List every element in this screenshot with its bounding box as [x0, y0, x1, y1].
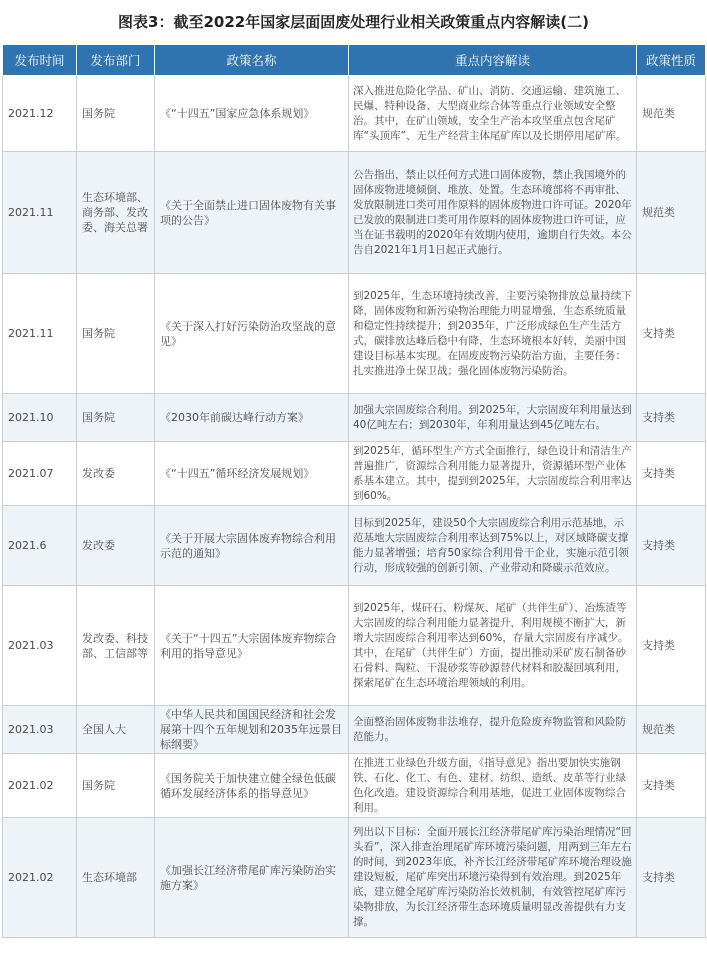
cell-content: 到2025年，煤矸石、粉煤灰、尾矿（共伴生矿）、冶炼渣等大宗固废的综合利用能力显著提升，利用规模不断扩大，新增大宗固废综合利用率达到60%，存量大宗固废有序减少。其中，在尾矿（共伴生矿）方面，提出推动采矿废石制备砂石骨料、陶粒、干混砂浆等砂源替代材料和胶凝回填利用，探索尾矿在生态环境治理领域的利用。: [349, 586, 637, 706]
cell-date: 2021.10: [3, 394, 77, 442]
header-type: 政策性质: [637, 45, 706, 76]
cell-type: 支持类: [637, 818, 706, 938]
cell-date: 2021.11: [3, 274, 77, 394]
cell-name: 《关于“十四五”大宗固体废弃物综合利用的指导意见》: [155, 586, 349, 706]
cell-type: 规范类: [637, 152, 706, 274]
policy-table: [2, 44, 706, 938]
cell-dept: 国务院: [77, 274, 155, 394]
cell-name: 《“十四五”国家应急体系规划》: [155, 76, 349, 152]
cell-content: 在推进工业绿色升级方面，《指导意见》指出要加快实施钢铁、石化、化工、有色、建材、纺织、造纸、皮革等行业绿色化改造。建设资源综合利用基地，促进工业固体废物综合利用。: [349, 754, 637, 818]
table-row: [3, 506, 706, 586]
cell-date: 2021.12: [3, 76, 77, 152]
cell-content: 到2025年，生态环境持续改善，主要污染物排放总量持续下降，固体废物和新污染物治理能力明显增强，生态系统质量和稳定性持续提升；到2035年，广泛形成绿色生产生活方式，碳排放达峰后稳中有降，生态环境根本好转，美丽中国建设目标基本实现。在固废废物污染防治方面，主要任务：扎实推进净土保卫战；强化固体废物污染防治。: [349, 274, 637, 394]
cell-content: 列出以下目标：全面开展长江经济带尾矿库污染治理情况“回头看”，深入排查治理尾矿库环境污染问题，用两到三年左右的时间，到2023年底，补齐长江经济带尾矿库环境治理设施建设短板，尾矿库突出环境污染得到有效治理。到2025年底，建立健全尾矿库污染防治长效机制，有效管控尾矿库污染物排放，为长江经济带生态环境质量明显改善提供有力支撑。: [349, 818, 637, 938]
cell-date: 2021.07: [3, 442, 77, 506]
header-dept: 发布部门: [77, 45, 155, 76]
cell-dept: 国务院: [77, 76, 155, 152]
cell-dept: 国务院: [77, 754, 155, 818]
cell-date: 2021.02: [3, 818, 77, 938]
cell-type: 支持类: [637, 442, 706, 506]
cell-dept: 全国人大: [77, 706, 155, 754]
cell-content: 加强大宗固废综合利用。到2025年，大宗固废年利用量达到40亿吨左右；到2030年，年利用量达到45亿吨左右。: [349, 394, 637, 442]
cell-type: 支持类: [637, 506, 706, 586]
cell-type: 规范类: [637, 76, 706, 152]
cell-dept: 发改委: [77, 442, 155, 506]
cell-date: 2021.03: [3, 706, 77, 754]
cell-content: 目标到2025年，建设50个大宗固废综合利用示范基地，示范基地大宗固废综合利用率达到75%以上，对区域降碳支撑能力显著增强；培育50家综合利用骨干企业，实施示范引领行动，形成较强的创新引领、产业带动和降碳示范效应。: [349, 506, 637, 586]
cell-name: 《中华人民共和国国民经济和社会发展第十四个五年规划和2035年远景目标纲要》: [155, 706, 349, 754]
header-date: 发布时间: [3, 45, 77, 76]
cell-name: 《2030年前碳达峰行动方案》: [155, 394, 349, 442]
cell-type: 支持类: [637, 586, 706, 706]
table-row: [3, 442, 706, 506]
cell-content: 全面整治固体废物非法堆存，提升危险废弃物监管和风险防范能力。: [349, 706, 637, 754]
cell-content: 公告指出，禁止以任何方式进口固体废物，禁止我国境外的固体废物进境倾倒、堆放、处置。生态环境部将不再审批、发放限制进口类可用作原料的固体废物进口许可证。2020年已发放的限制进口类可用作原料的固体废物进口许可证，应当在证书载明的2020年有效期内使用，逾期自行失效。本公告自2021年1月1日起正式施行。: [349, 152, 637, 274]
cell-type: 支持类: [637, 754, 706, 818]
cell-dept: 国务院: [77, 394, 155, 442]
table-row: [3, 586, 706, 706]
cell-name: 《“十四五”循环经济发展规划》: [155, 442, 349, 506]
cell-content: 深入推进危险化学品、矿山、消防、交通运输、建筑施工、民爆、特种设备、大型商业综合体等重点行业领域安全整治。其中，在矿山领域，安全生产治本攻坚重点包含尾矿库“头顶库”、无生产经营主体尾矿库以及长期停用尾矿库。: [349, 76, 637, 152]
table-row: [3, 274, 706, 394]
cell-date: 2021.11: [3, 152, 77, 274]
cell-type: 支持类: [637, 394, 706, 442]
cell-name: 《关于全面禁止进口固体废物有关事项的公告》: [155, 152, 349, 274]
table-row: [3, 152, 706, 274]
cell-dept: 生态环境部、商务部、发改委、海关总署: [77, 152, 155, 274]
header-name: 政策名称: [155, 45, 349, 76]
table-row: [3, 754, 706, 818]
cell-type: 支持类: [637, 274, 706, 394]
table-row: [3, 76, 706, 152]
cell-date: 2021.6: [3, 506, 77, 586]
table-header-row: [3, 45, 706, 76]
cell-date: 2021.02: [3, 754, 77, 818]
table-row: [3, 394, 706, 442]
page-title: 图表3：截至2022年国家层面固废处理行业相关政策重点内容解读(二): [118, 13, 589, 31]
cell-content: 到2025年，循环型生产方式全面推行，绿色设计和清洁生产普遍推广，资源综合利用能力显著提升，资源循环型产业体系基本建立。其中，提到到2025年，大宗固废综合利用率达到60%。: [349, 442, 637, 506]
cell-date: 2021.03: [3, 586, 77, 706]
table-row: [3, 818, 706, 938]
cell-dept: 发改委: [77, 506, 155, 586]
cell-dept: 发改委、科技部、工信部等: [77, 586, 155, 706]
table-row: [3, 706, 706, 754]
cell-dept: 生态环境部: [77, 818, 155, 938]
cell-type: 规范类: [637, 706, 706, 754]
cell-name: 《关于深入打好污染防治攻坚战的意见》: [155, 274, 349, 394]
cell-name: 《国务院关于加快建立健全绿色低碳循环发展经济体系的指导意见》: [155, 754, 349, 818]
cell-name: 《关于开展大宗固体废弃物综合利用示范的通知》: [155, 506, 349, 586]
header-content: 重点内容解读: [349, 45, 637, 76]
cell-name: 《加强长江经济带尾矿库污染防治实施方案》: [155, 818, 349, 938]
